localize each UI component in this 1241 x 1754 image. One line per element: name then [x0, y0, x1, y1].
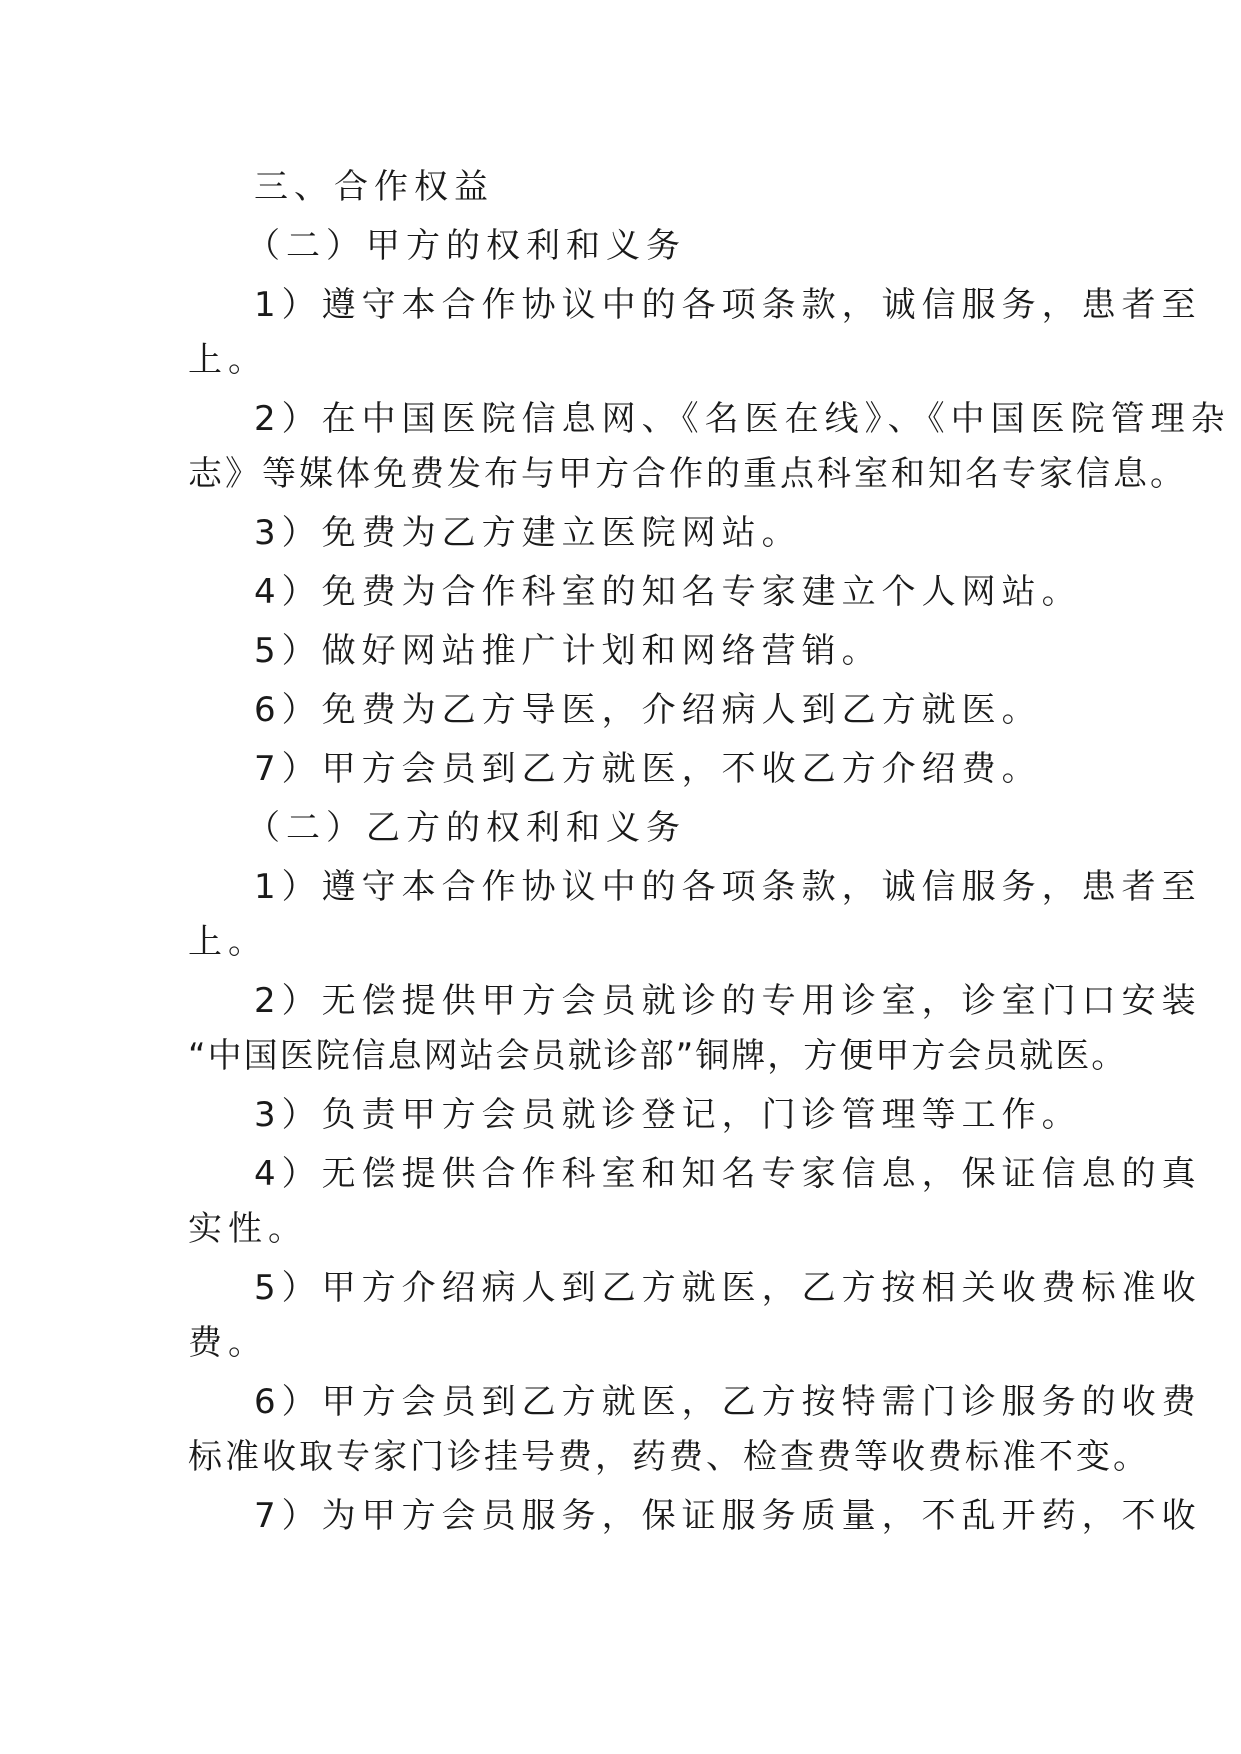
subsection-heading-party-a: （二）甲方的权利和义务	[246, 226, 686, 266]
paragraph-b7-line1: 7）为甲方会员服务，保证服务质量，不乱开药，不收	[254, 1496, 1202, 1536]
paragraph-a2-line1: 2）在中国医院信息网、《名医在线》、《中国医院管理杂	[254, 399, 1231, 439]
paragraph-a3: 3）免费为乙方建立医院网站。	[254, 513, 802, 553]
paragraph-b3: 3）负责甲方会员就诊登记，门诊管理等工作。	[254, 1095, 1082, 1135]
paragraph-b6-line2: 标准收取专家门诊挂号费，药费、检查费等收费标准不变。	[188, 1437, 1150, 1477]
paragraph-a5: 5）做好网站推广计划和网络营销。	[254, 631, 882, 671]
paragraph-a1-line1: 1）遵守本合作协议中的各项条款，诚信服务，患者至	[254, 285, 1202, 325]
paragraph-a1-line2: 上。	[188, 340, 268, 380]
paragraph-b6-line1: 6）甲方会员到乙方就医，乙方按特需门诊服务的收费	[254, 1382, 1202, 1422]
paragraph-a4: 4）免费为合作科室的知名专家建立个人网站。	[254, 572, 1082, 612]
paragraph-b1-line2: 上。	[188, 922, 268, 962]
paragraph-a7: 7）甲方会员到乙方就医，不收乙方介绍费。	[254, 749, 1042, 789]
paragraph-b2-line2: “中国医院信息网站会员就诊部”铜牌，方便甲方会员就医。	[188, 1036, 1128, 1076]
document-page	[188, 160, 1231, 1544]
paragraph-b2-line1: 2）无偿提供甲方会员就诊的专用诊室，诊室门口安装	[254, 981, 1202, 1021]
section-heading: 三、合作权益	[254, 167, 494, 207]
paragraph-b5-line2: 费。	[188, 1323, 268, 1363]
paragraph-b1-line1: 1）遵守本合作协议中的各项条款，诚信服务，患者至	[254, 867, 1202, 907]
paragraph-a6: 6）免费为乙方导医，介绍病人到乙方就医。	[254, 690, 1042, 730]
paragraph-b4-line1: 4）无偿提供合作科室和知名专家信息，保证信息的真	[254, 1154, 1202, 1194]
subsection-heading-party-b: （二）乙方的权利和义务	[246, 808, 686, 848]
paragraph-b5-line1: 5）甲方介绍病人到乙方就医，乙方按相关收费标准收	[254, 1268, 1202, 1308]
paragraph-b4-line2: 实性。	[188, 1209, 308, 1249]
paragraph-a2-line2: 志》等媒体免费发布与甲方合作的重点科室和知名专家信息。	[188, 454, 1187, 494]
